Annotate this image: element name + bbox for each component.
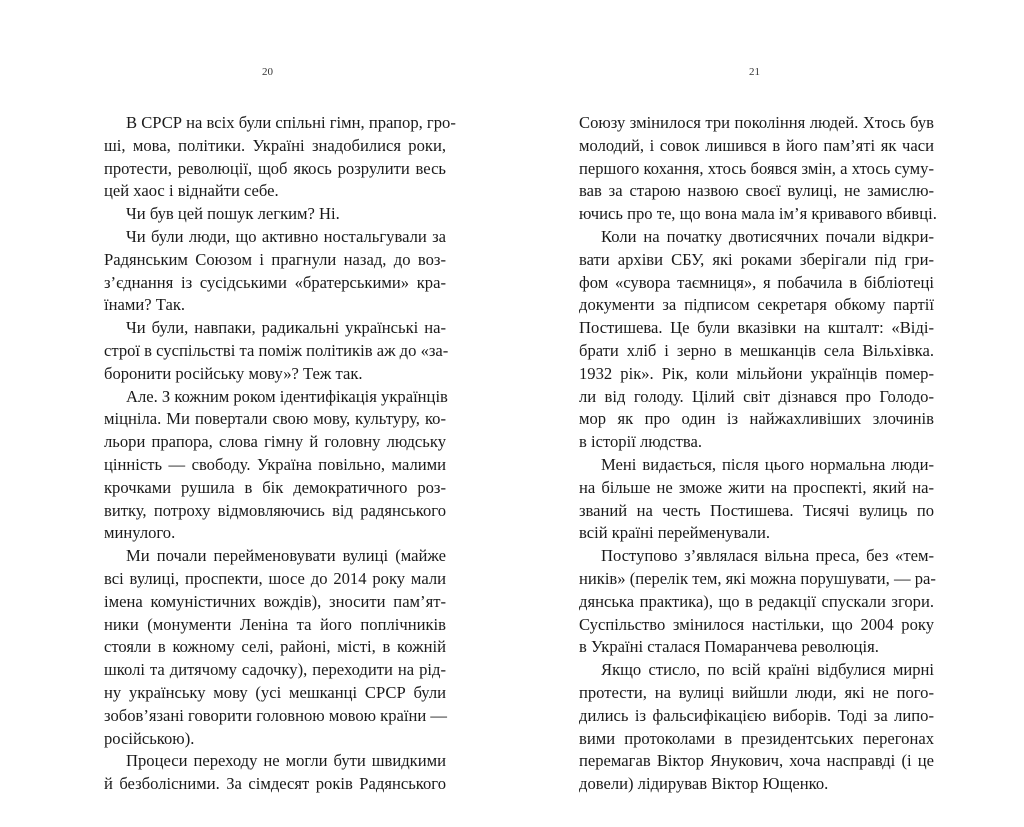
right-page-text-line: перемагав Віктор Янукович, хоча насправді (і це bbox=[579, 751, 934, 771]
right-page-text-line: Коли на початку двотисячних почали відкри- bbox=[601, 226, 934, 246]
left-page-text-line: льори прапора, слова гімну й головну людську bbox=[104, 432, 446, 452]
right-page-text-line: ючись про те, що вона мала ім’я кривавого вбивці. bbox=[579, 204, 937, 224]
left-page-text-line: російською). bbox=[104, 728, 195, 748]
left-page-text-line: імена комуністичних вождів), зносити пам’ят- bbox=[104, 591, 446, 611]
right-page-text-line: на більше не зможе жити на проспекті, який на- bbox=[579, 477, 934, 497]
right-page-text-line: молодий, і совок лишився в його пам’яті як часи bbox=[579, 135, 934, 155]
right-page-text-line: довели) лідирував Віктор Ющенко. bbox=[579, 774, 829, 794]
right-page-text-line: в історії людства. bbox=[579, 432, 702, 452]
left-page-text-line: минулого. bbox=[104, 523, 176, 543]
left-page-text-line: Чи були люди, що активно ностальгували за bbox=[126, 226, 446, 246]
left-page-text-line: В СРСР на всіх були спільні гімн, прапор, гро- bbox=[126, 113, 456, 132]
right-page-text-line: брати хліб і зерно в мешканців села Вільхівка. bbox=[579, 340, 934, 360]
right-page-text-line: Постишева. Це були вказівки на кшталт: «Віді- bbox=[579, 318, 934, 338]
left-page-text-line: зобов’язані говорити головною мовою країни — bbox=[104, 705, 448, 725]
right-page-text-line: протести, на вулиці вийшли люди, які не пого- bbox=[579, 682, 934, 702]
right-page-text-line: Поступово з’являлася вільна преса, без «тем- bbox=[601, 546, 934, 566]
left-page-text-line: цінність — свободу. Україна повільно, малими bbox=[104, 454, 446, 474]
left-page-text-line: Чи був цей пошук легким? Ні. bbox=[126, 204, 340, 224]
left-page-text-line: ну українську мову (усі мешканці СРСР були bbox=[104, 682, 446, 702]
right-page-text-line: ників» (перелік тем, які можна порушувати, — ра- bbox=[579, 568, 936, 588]
left-page-number: 20 bbox=[262, 66, 273, 78]
right-page-text-line: в Україні сталася Помаранчева революція. bbox=[579, 637, 879, 657]
right-page-text-line: званий на честь Постишева. Тисячі вулиць по bbox=[579, 500, 934, 520]
right-page-text-line: документи за підписом секретаря обкому партії bbox=[579, 295, 934, 315]
right-page-text-line: першого кохання, хтось боявся змін, а хтось суму- bbox=[579, 158, 934, 178]
left-page-text-line: Ми почали перейменовувати вулиці (майже bbox=[126, 546, 446, 566]
left-page-text-line: з’єднання із сусідськими «братерськими» кра- bbox=[104, 272, 446, 292]
left-page-text-line: Чи були, навпаки, радикальні українські на- bbox=[126, 318, 446, 338]
right-page-text-line: Союзу змінилося три покоління людей. Хтось був bbox=[579, 113, 934, 132]
left-page-text-line: ники (монументи Леніна та його поплічників bbox=[104, 614, 446, 634]
left-page-text bbox=[104, 112, 456, 796]
left-page-text-line: стояли в кожному селі, районі, місті, в кожній bbox=[104, 637, 446, 657]
right-page-text-line: мор як про один із найжахливіших злочинів bbox=[579, 409, 934, 429]
right-page-number: 21 bbox=[749, 66, 760, 78]
right-page-text-line: ли від голоду. Цілий світ дізнався про Голодо- bbox=[579, 386, 934, 406]
right-page-text-line: 1932 рік». Рік, коли мільйони українців помер- bbox=[579, 363, 934, 383]
right-page-text-line: вими протоколами в президентських перегонах bbox=[579, 728, 934, 748]
left-page-text-line: строї в суспільстві та поміж політиків аж до «за- bbox=[104, 340, 449, 360]
left-page-text-line: міцніла. Ми повертали свою мову, культуру, ко- bbox=[104, 409, 446, 429]
right-page-text-line: вати архіви СБУ, які роками зберігали під гри- bbox=[579, 249, 934, 269]
right-page-text-line: дянська практика), що в редакції спускали згори. bbox=[579, 591, 934, 611]
left-page-text-line: школі та дитячому садочку), переходити на рід- bbox=[104, 660, 446, 680]
left-page-text-line: крочками рушила в бік демократичного роз- bbox=[104, 477, 446, 497]
right-page-text-line: фом «сувора таємниця», я побачила в бібліотеці bbox=[579, 272, 934, 292]
left-page-text-line: їнами? Так. bbox=[104, 295, 186, 315]
right-page-text-line: дились із фальсифікацією виборів. Тоді за липо- bbox=[579, 705, 934, 725]
right-page-text-line: Мені видається, після цього нормальна люди- bbox=[601, 454, 934, 474]
left-page-text-line: Процеси переходу не могли бути швидкими bbox=[126, 751, 446, 771]
left-page-text-line: боронити російську мову»? Теж так. bbox=[104, 363, 363, 383]
left-page-text-line: всі вулиці, проспекти, шосе до 2014 року мали bbox=[104, 568, 446, 588]
left-page-text-line: й безболісними. За сімдесят років Радянського bbox=[104, 774, 446, 794]
left-page-text-line: витку, потроху відмовляючись від радянського bbox=[104, 500, 446, 520]
right-page-text-line: Якщо стисло, по всій країні відбулися мирні bbox=[601, 660, 934, 680]
left-page-text-line: протести, революції, щоб якось розрулити весь bbox=[104, 158, 446, 178]
right-page-text-line: вав за старою назвою своєї вулиці, не замислю- bbox=[579, 181, 934, 201]
left-page-text-line: Але. З кожним роком ідентифікація українців bbox=[126, 386, 448, 406]
left-page-text-line: цей хаос і віднайти себе. bbox=[104, 181, 279, 201]
right-page-text-line: всій країні перейменували. bbox=[579, 523, 770, 543]
right-page-text bbox=[579, 112, 937, 796]
right-page-text-line: Суспільство змінилося настільки, що 2004 року bbox=[579, 614, 934, 634]
left-page-text-line: ші, мова, політики. Україні знадобилися роки, bbox=[104, 135, 446, 155]
left-page-text-line: Радянським Союзом і прагнули назад, до воз- bbox=[104, 249, 446, 269]
